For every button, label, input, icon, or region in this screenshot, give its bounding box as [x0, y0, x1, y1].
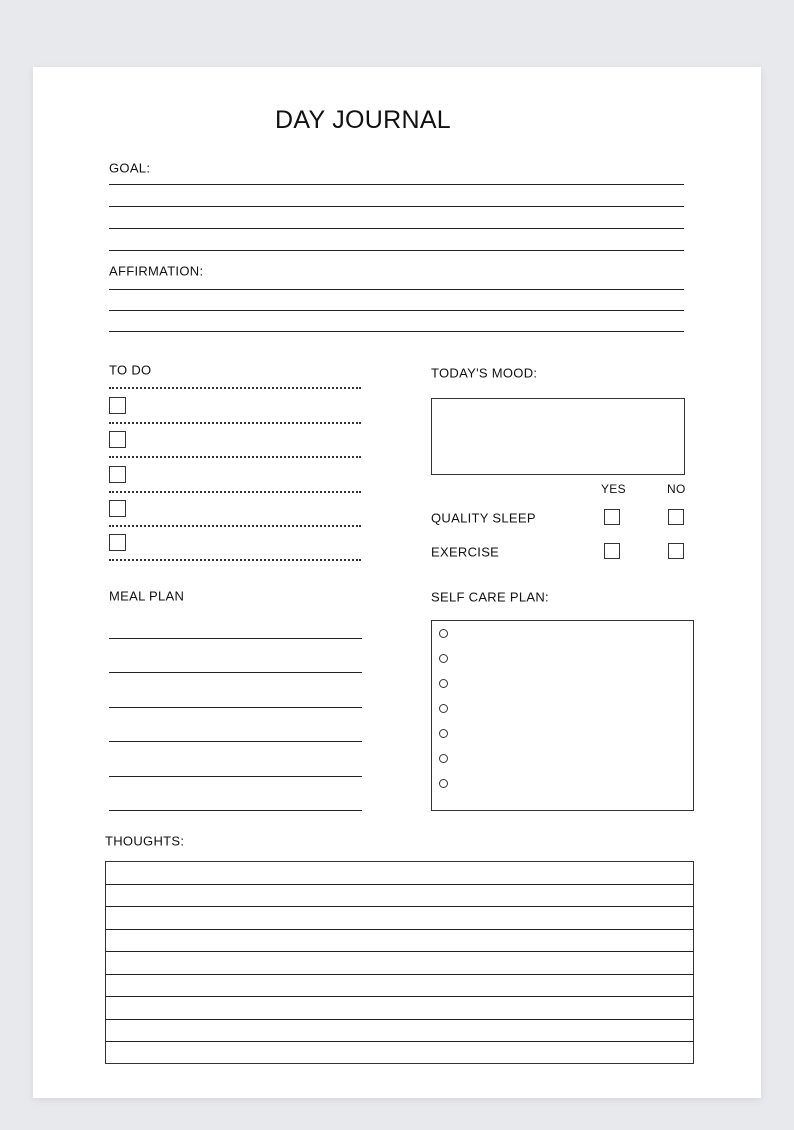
self-care-bullet-icon[interactable] — [439, 654, 448, 663]
self-care-box — [431, 620, 694, 811]
self-care-bullet-icon[interactable] — [439, 779, 448, 788]
exercise-no-checkbox[interactable] — [668, 543, 684, 559]
affirmation-writing-line[interactable] — [109, 310, 684, 311]
mood-label: TODAY'S MOOD: — [431, 365, 538, 381]
affirmation-label: AFFIRMATION: — [109, 263, 204, 279]
no-header: NO — [667, 482, 686, 496]
habit-label: QUALITY SLEEP — [431, 510, 536, 526]
thoughts-table — [105, 861, 694, 1064]
meal-plan-label: MEAL PLAN — [109, 588, 185, 604]
thoughts-row-line — [105, 974, 694, 975]
goal-label: GOAL: — [109, 160, 151, 176]
yes-header: YES — [601, 482, 626, 496]
meal-plan-line[interactable] — [109, 741, 362, 742]
quality-sleep-no-checkbox[interactable] — [668, 509, 684, 525]
self-care-bullet-icon[interactable] — [439, 704, 448, 713]
todo-dotted-line[interactable] — [109, 456, 361, 458]
affirmation-writing-line[interactable] — [109, 331, 684, 332]
goal-writing-line[interactable] — [109, 184, 684, 185]
self-care-bullet-icon[interactable] — [439, 679, 448, 688]
todo-checkbox[interactable] — [109, 500, 126, 517]
thoughts-row-line — [105, 929, 694, 930]
meal-plan-line[interactable] — [109, 707, 362, 708]
todo-dotted-line — [109, 387, 361, 389]
goal-writing-line[interactable] — [109, 206, 684, 207]
goal-writing-line[interactable] — [109, 250, 684, 251]
todo-dotted-line[interactable] — [109, 559, 361, 561]
self-care-bullet-icon[interactable] — [439, 754, 448, 763]
thoughts-row-line — [105, 951, 694, 952]
self-care-label: SELF CARE PLAN: — [431, 589, 549, 605]
thoughts-row-line — [105, 884, 694, 885]
thoughts-row-line — [105, 996, 694, 997]
meal-plan-line[interactable] — [109, 810, 362, 811]
thoughts-label: THOUGHTS: — [105, 833, 185, 849]
goal-writing-line[interactable] — [109, 228, 684, 229]
todo-checkbox[interactable] — [109, 431, 126, 448]
page-title: DAY JOURNAL — [274, 106, 452, 134]
quality-sleep-yes-checkbox[interactable] — [604, 509, 620, 525]
self-care-bullet-icon[interactable] — [439, 629, 448, 638]
self-care-bullet-icon[interactable] — [439, 729, 448, 738]
affirmation-writing-line[interactable] — [109, 289, 684, 290]
todo-checkbox[interactable] — [109, 534, 126, 551]
todo-label: TO DO — [109, 362, 152, 378]
todo-dotted-line[interactable] — [109, 525, 361, 527]
mood-input-box[interactable] — [431, 398, 685, 475]
thoughts-row-line — [105, 1041, 694, 1042]
thoughts-row-line — [105, 1019, 694, 1020]
meal-plan-line[interactable] — [109, 672, 362, 673]
todo-checkbox[interactable] — [109, 466, 126, 483]
thoughts-row-line — [105, 906, 694, 907]
todo-dotted-line[interactable] — [109, 491, 361, 493]
meal-plan-line[interactable] — [109, 638, 362, 639]
habit-label: EXERCISE — [431, 544, 500, 560]
todo-dotted-line[interactable] — [109, 422, 361, 424]
meal-plan-line[interactable] — [109, 776, 362, 777]
exercise-yes-checkbox[interactable] — [604, 543, 620, 559]
todo-checkbox[interactable] — [109, 397, 126, 414]
